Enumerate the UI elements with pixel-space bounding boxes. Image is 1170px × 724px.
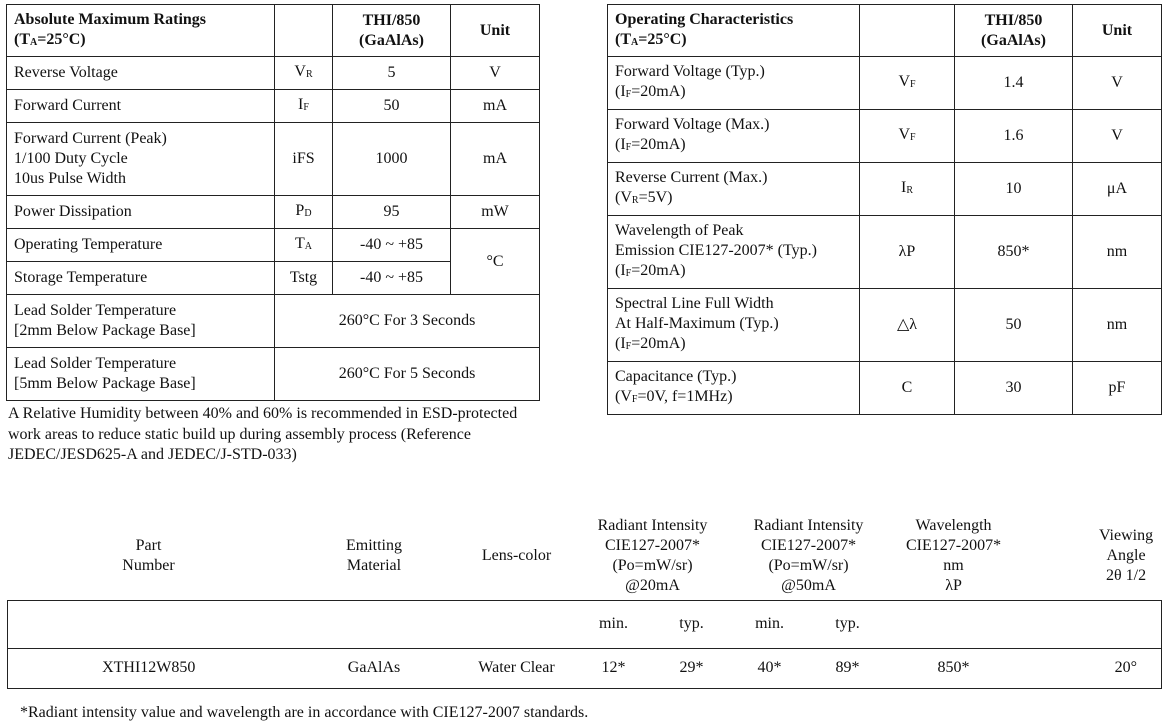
param-power-dissipation: Power Dissipation: [7, 196, 275, 229]
unit: V: [451, 57, 540, 90]
table-row: [7, 229, 540, 262]
ri50-min: 40*: [731, 648, 809, 688]
table-row: [7, 295, 540, 348]
part-number: XTHI12W850: [8, 648, 290, 688]
unit: mA: [451, 90, 540, 123]
param-spectral-line-width: Spectral Line Full Width At Half-Maximum (Typ.) $(I_F=20mA)$: [608, 289, 860, 362]
param-storage-temperature: Storage Temperature: [7, 262, 275, 295]
col-part-number: Part Number: [122, 536, 175, 574]
unit: mA: [451, 123, 540, 196]
table-row: [608, 163, 1162, 216]
param-lead-solder-2mm: Lead Solder Temperature [2mm Below Package Base]: [7, 295, 275, 348]
symbol: △λ: [860, 289, 955, 362]
symbol: $P_D$: [275, 196, 333, 229]
table-row: [7, 90, 540, 123]
table-row: [608, 289, 1162, 362]
unit: nm: [1073, 289, 1162, 362]
operating-characteristics-table: [607, 4, 1162, 415]
col-lens-color: Lens-color: [481, 546, 552, 564]
value-solder-3s: 260°C For 3 Seconds: [275, 295, 540, 348]
value: 5: [333, 57, 451, 90]
value: 95: [333, 196, 451, 229]
sub-min: min.: [731, 600, 809, 648]
unit: mW: [451, 196, 540, 229]
value: -40 ~ +85: [333, 262, 451, 295]
value: 30: [955, 362, 1073, 415]
value: 1000: [333, 123, 451, 196]
unit: pF: [1073, 362, 1162, 415]
abs-header-spacer: [275, 5, 333, 57]
unit-temperature: °C: [451, 229, 540, 295]
humidity-note: A Relative Humidity between 40% and 60% is recommended in ESD-protected work areas to reduce static build up during assembly process (Reference JEDEC/JESD625-A and JEDEC/J-STD-033): [8, 405, 518, 463]
param-capacitance: Capacitance (Typ.) ($V_F=0V$, f=1MHz): [608, 362, 860, 415]
footnote: *Radiant intensity value and wavelength are in accordance with CIE127-2007 standards.: [20, 704, 589, 721]
op-header-title: Operating Characteristics $(T_A=25^\circ C)$: [608, 5, 860, 57]
abs-header-unit: Unit: [451, 5, 540, 57]
table-row: [608, 216, 1162, 289]
unit: μA: [1073, 163, 1162, 216]
table-row: [7, 123, 540, 196]
unit: V: [1073, 57, 1162, 110]
ri20-min: 12*: [575, 648, 653, 688]
header-row: [8, 512, 1162, 600]
unit: V: [1073, 110, 1162, 163]
viewing-angle: 20°: [1091, 648, 1162, 688]
value: 10: [955, 163, 1073, 216]
absolute-maximum-ratings-table: [6, 4, 540, 401]
value: 50: [955, 289, 1073, 362]
table-row: [7, 196, 540, 229]
value: 50: [333, 90, 451, 123]
symbol: $I_F$: [275, 90, 333, 123]
symbol: iFS: [275, 123, 333, 196]
param-lead-solder-5mm: Lead Solder Temperature [5mm Below Package Base]: [7, 348, 275, 401]
value: -40 ~ +85: [333, 229, 451, 262]
value: 1.4: [955, 57, 1073, 110]
symbol: C: [860, 362, 955, 415]
symbol: $V_F$: [860, 110, 955, 163]
subheader-row: [8, 600, 1162, 648]
param-forward-current-peak: Forward Current (Peak) 1/100 Duty Cycle 10us Pulse Width: [7, 123, 275, 196]
col-viewing-angle: Viewing Angle 2θ 1/2: [1098, 527, 1154, 584]
unit: nm: [1073, 216, 1162, 289]
symbol: $V_R$: [275, 57, 333, 90]
table-row: [8, 648, 1162, 688]
param-reverse-voltage: Reverse Voltage: [7, 57, 275, 90]
param-operating-temperature: Operating Temperature: [7, 229, 275, 262]
table-row: [608, 110, 1162, 163]
param-forward-voltage-max: Forward Voltage (Max.) $(I_F=20mA)$: [608, 110, 860, 163]
param-forward-voltage-typ: Forward Voltage (Typ.) $(I_F=20mA)$: [608, 57, 860, 110]
param-reverse-current-max: Reverse Current (Max.) $(V_R=5V)$: [608, 163, 860, 216]
wavelength: 850*: [887, 648, 1091, 688]
value: 1.6: [955, 110, 1073, 163]
table-row: [608, 362, 1162, 415]
symbol: $T_A$: [275, 229, 333, 262]
op-header-spacer: [860, 5, 955, 57]
ri20-typ: 29*: [653, 648, 731, 688]
param-forward-current: Forward Current: [7, 90, 275, 123]
sub-typ: typ.: [809, 600, 887, 648]
abs-header-title: Absolute Maximum Ratings $(T_A=25^\circ C)$: [7, 5, 275, 57]
table-row: [7, 348, 540, 401]
emitting-material: GaAlAs: [290, 648, 459, 688]
col-emitting-material: Emitting Material: [346, 536, 402, 574]
sub-min: min.: [575, 600, 653, 648]
symbol: $I_R$: [860, 163, 955, 216]
part-number-table: [7, 512, 1162, 689]
table-row: [7, 57, 540, 90]
op-header-unit: Unit: [1073, 5, 1162, 57]
value: 850*: [955, 216, 1073, 289]
sub-typ: typ.: [653, 600, 731, 648]
symbol: Tstg: [275, 262, 333, 295]
col-radiant-intensity-50ma: Radiant Intensity CIE127-2007* (Po=mW/sr) @50mA: [753, 516, 864, 594]
abs-header-part: THI/850 (GaAlAs): [333, 5, 451, 57]
op-header-part: THI/850 (GaAlAs): [955, 5, 1073, 57]
symbol: λP: [860, 216, 955, 289]
lens-color: Water Clear: [459, 648, 575, 688]
value-solder-5s: 260°C For 5 Seconds: [275, 348, 540, 401]
ri50-typ: 89*: [809, 648, 887, 688]
param-peak-wavelength: Wavelength of Peak Emission CIE127-2007* (Typ.) $(I_F=20mA)$: [608, 216, 860, 289]
table-row: [608, 57, 1162, 110]
col-wavelength: Wavelength CIE127-2007* nm λP: [905, 516, 1002, 594]
col-radiant-intensity-20ma: Radiant Intensity CIE127-2007* (Po=mW/sr) @20mA: [597, 516, 708, 594]
symbol: $V_F$: [860, 57, 955, 110]
